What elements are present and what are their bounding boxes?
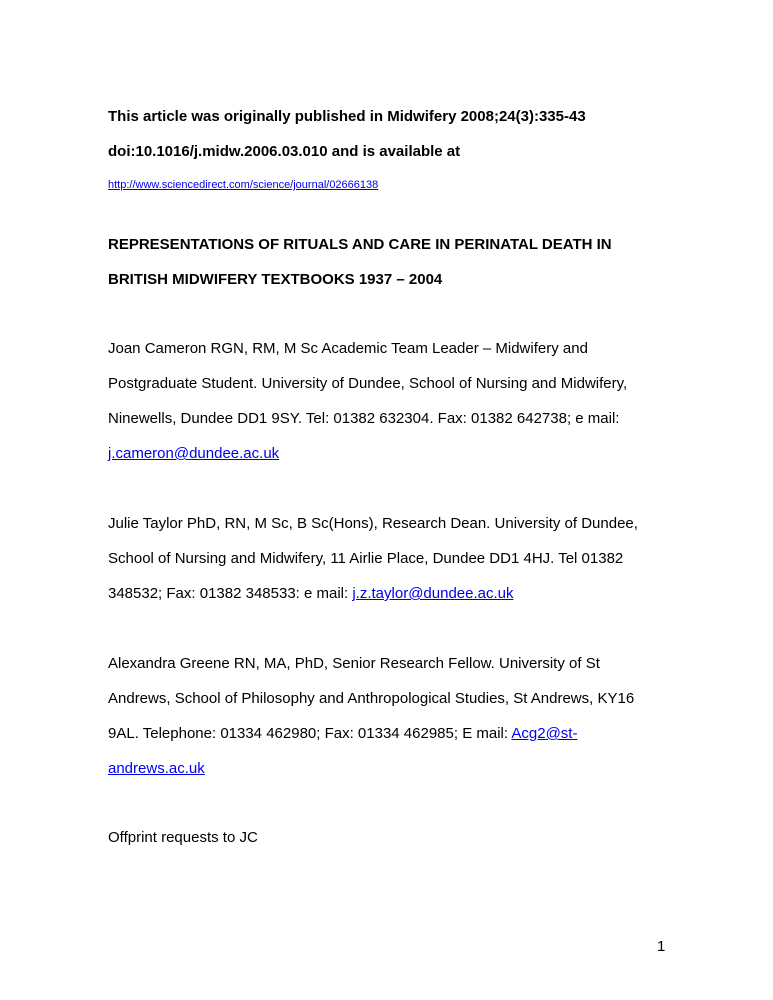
author-3-line-2: Andrews, School of Philosophy and Anthropological Studies, St Andrews, KY16 — [108, 690, 635, 707]
article-title-line-2: BRITISH MIDWIFERY TEXTBOOKS 1937 – 2004 — [108, 271, 443, 288]
author-2-line-1: Julie Taylor PhD, RN, M Sc, B Sc(Hons), Research Dean. University of Dundee, — [108, 515, 638, 532]
publication-note: This article was originally published in Midwifery 2008;24(3):335-43 — [108, 108, 586, 125]
author-2-contact-text: 348532; Fax: 01382 348533: e mail: — [108, 585, 353, 602]
author-1-email-link[interactable]: j.cameron@dundee.ac.uk — [108, 445, 280, 462]
author-2-line-2: School of Nursing and Midwifery, 11 Airlie Place, Dundee DD1 4HJ. Tel 01382 — [108, 550, 624, 567]
offprint-note: Offprint requests to JC — [108, 829, 258, 846]
author-1-line-3: Ninewells, Dundee DD1 9SY. Tel: 01382 632304. Fax: 01382 642738; e mail: — [108, 410, 620, 427]
author-3-email-line — [108, 760, 205, 778]
author-3-email-link-part-2[interactable]: andrews.ac.uk — [108, 760, 205, 777]
article-title-line-1: REPRESENTATIONS OF RITUALS AND CARE IN PERINATAL DEATH IN — [108, 236, 612, 253]
author-3-line-3 — [108, 725, 577, 743]
author-1-line-2: Postgraduate Student. University of Dundee, School of Nursing and Midwifery, — [108, 375, 628, 392]
author-2-email-link[interactable]: j.z.taylor@dundee.ac.uk — [352, 585, 514, 602]
author-3-email-link-part-1[interactable]: Acg2@st- — [511, 725, 578, 742]
author-1-line-1: Joan Cameron RGN, RM, M Sc Academic Team Leader – Midwifery and — [108, 340, 588, 357]
author-2-line-3 — [108, 585, 514, 603]
journal-url-link[interactable]: http://www.sciencedirect.com/science/journal/02666138 — [108, 179, 379, 191]
doi-note: doi:10.1016/j.midw.2006.03.010 and is available at — [108, 143, 461, 160]
author-1-email-line — [108, 445, 279, 463]
author-3-line-1: Alexandra Greene RN, MA, PhD, Senior Research Fellow. University of St — [108, 655, 600, 672]
journal-url-line — [108, 179, 378, 192]
page-number: 1 — [657, 938, 666, 955]
author-3-contact-text: 9AL. Telephone: 01334 462980; Fax: 01334 462985; E mail: — [108, 725, 512, 742]
